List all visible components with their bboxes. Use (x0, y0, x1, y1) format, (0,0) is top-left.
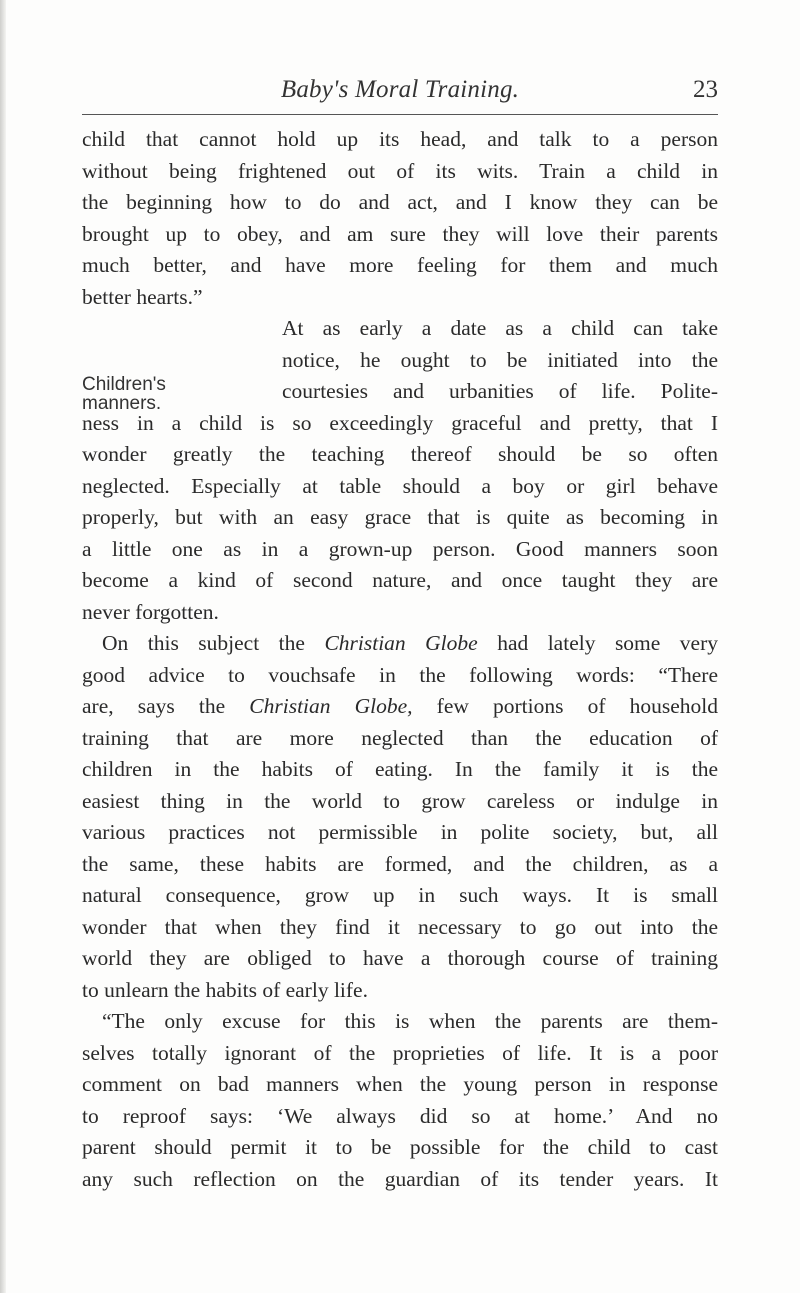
text-line: the same, these habits are formed, and the children, as a (82, 851, 718, 876)
publication-title: Christian Globe (324, 631, 478, 655)
text-line: easiest thing in the world to grow careless or indulge in (82, 788, 718, 813)
text-line: At as early a date as a child can take (282, 316, 718, 340)
text-line (82, 691, 718, 723)
text-run: On this subject the (102, 631, 305, 655)
page-header (82, 72, 718, 108)
running-head: Baby's Moral Training. (280, 76, 520, 103)
text-line: courtesies and urbanities of life. Polite- (282, 379, 718, 403)
text-line: better hearts.” (82, 284, 203, 309)
text-line: comment on bad manners when the young person in response (82, 1072, 718, 1096)
text-line: training that are more neglected than the education of (82, 725, 718, 750)
text-line: any such reflection on the guardian of its tender years. It (82, 1166, 718, 1191)
text-line: wonder that when they find it necessary to go out into the (82, 914, 718, 939)
text-run: are, says the (82, 694, 226, 718)
text-line: child that cannot hold up its head, and talk to a person (82, 127, 718, 151)
margin-note-line: Children's (82, 374, 166, 395)
text-line: the beginning how to do and act, and I know they can be (82, 190, 718, 214)
text-line: without being frightened out of its wits. Train a child in (82, 158, 718, 183)
text-line: natural consequence, grow up in such ways. It is small (82, 883, 718, 907)
text-line: never forgotten. (82, 599, 219, 624)
text-line: world they are obliged to have a thorough course of training (82, 946, 718, 970)
text-line: notice, he ought to be initiated into the (282, 347, 718, 372)
text-line: various practices not permissible in polite society, but, all (82, 820, 718, 844)
text-line: to reproof says: ‘We always did so at home.’ And no (82, 1103, 718, 1128)
text-line: “The only excuse for this is when the parents are them- (102, 1009, 718, 1033)
text-run: had lately some very (497, 631, 719, 655)
text-line: parent should permit it to be possible for the child to cast (82, 1135, 718, 1159)
text-line: selves totally ignorant of the proprieties of life. It is a poor (82, 1040, 718, 1065)
text-line: much better, and have more feeling for them and much (82, 253, 718, 277)
text-line: ness in a child is so exceedingly graceful and pretty, that I (82, 410, 718, 435)
text-line: brought up to obey, and am sure they will love their parents (82, 221, 718, 246)
header-rule (82, 114, 718, 115)
text-line: become a kind of second nature, and once taught they are (82, 568, 718, 592)
page-number: 23 (693, 76, 718, 103)
publication-title: Christian Globe, (249, 694, 413, 718)
text-line: a little one as in a grown-up person. Good manners soon (82, 536, 718, 561)
text-line: good advice to vouchsafe in the following words: “There (82, 662, 718, 687)
text-line: to unlearn the habits of early life. (82, 977, 368, 1002)
margin-note-line: manners. (82, 393, 162, 414)
text-line: wonder greatly the teaching thereof should be so often (82, 442, 718, 466)
text-line: properly, but with an easy grace that is quite as becoming in (82, 505, 718, 529)
text-line (82, 628, 718, 660)
page-binding-edge (0, 0, 6, 1293)
text-line: children in the habits of eating. In the family it is the (82, 757, 718, 781)
body-text (82, 124, 718, 1195)
text-line: neglected. Especially at table should a boy or girl behave (82, 473, 718, 498)
text-run: few portions of household (436, 694, 719, 718)
